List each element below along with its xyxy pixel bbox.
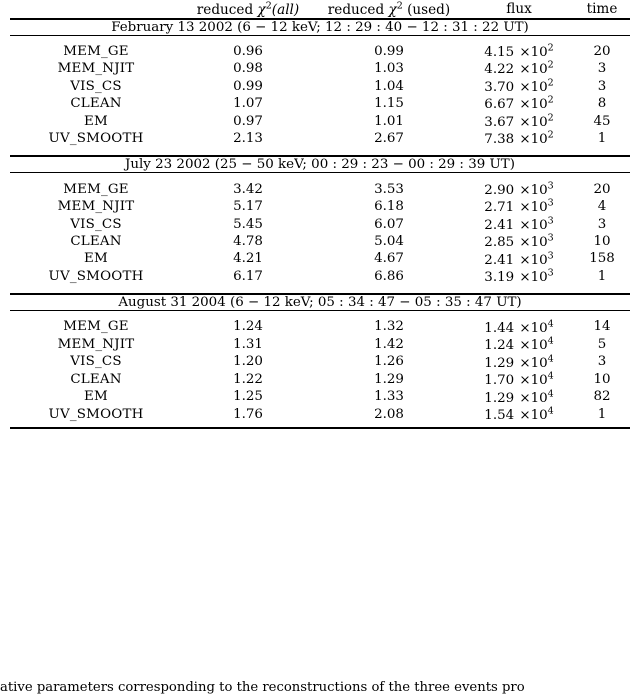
cell-reduced-chi2-used: 1.33 xyxy=(374,389,404,405)
table-row xyxy=(10,77,630,94)
cell-reduced-chi2-used: 1.03 xyxy=(374,61,404,77)
spacer xyxy=(10,311,630,318)
cell-reduced-chi2-used: 2.67 xyxy=(374,131,404,147)
table-section-title-row xyxy=(10,295,630,311)
cell-reduced-chi2-used: 1.26 xyxy=(374,354,404,370)
cell-reduced-chi2-used: 5.04 xyxy=(374,233,404,249)
cell-reduced-chi2-used: 1.42 xyxy=(374,336,404,352)
table-row xyxy=(10,112,630,129)
table-row xyxy=(10,371,630,388)
table-row xyxy=(10,268,630,285)
cell-flux: $1.44 \times 10^4$ xyxy=(484,318,554,336)
cell-flux: $1.29 \times 10^4$ xyxy=(484,388,554,406)
cell-reduced-chi2-all: 1.20 xyxy=(233,354,263,370)
cell-method-name: EM xyxy=(84,113,108,129)
cell-method-name: CLEAN xyxy=(70,233,122,249)
cell-flux: $6.67 \times 10^2$ xyxy=(484,94,554,113)
cell-reduced-chi2-used: 1.04 xyxy=(374,78,404,94)
cell-reduced-chi2-all: 1.22 xyxy=(233,371,263,387)
cell-reduced-chi2-all: 5.45 xyxy=(233,216,263,232)
cell-flux: $4.22 \times 10^2$ xyxy=(484,60,554,78)
cell-time: 10 xyxy=(593,371,611,387)
table-section-title-row xyxy=(10,157,630,173)
cell-reduced-chi2-all: 0.98 xyxy=(233,61,263,77)
cell-reduced-chi2-all: 4.78 xyxy=(233,233,263,249)
cell-time: 3 xyxy=(597,354,607,370)
spacer xyxy=(10,173,630,180)
table-rule-thick xyxy=(10,428,630,429)
cell-time: 1 xyxy=(597,268,607,284)
cell-reduced-chi2-used: 6.18 xyxy=(374,199,404,215)
cell-time: 1 xyxy=(597,131,607,147)
cell-method-name: MEM_GE xyxy=(63,319,129,335)
table-section-title-row xyxy=(10,20,630,36)
cell-method-name: MEM_GE xyxy=(63,181,129,197)
cell-reduced-chi2-used: 1.32 xyxy=(374,319,404,335)
cell-reduced-chi2-all: 3.42 xyxy=(233,181,263,197)
header-cell-reduced-chi2-all: reduced $\chi^2(all)$ xyxy=(196,0,300,18)
cell-reduced-chi2-used: 3.53 xyxy=(374,181,404,197)
cell-method-name: UV_SMOOTH xyxy=(48,131,144,147)
cell-method-name: VIS_CS xyxy=(70,354,122,370)
table-row xyxy=(10,318,630,335)
table-row xyxy=(10,353,630,370)
table-row xyxy=(10,60,630,77)
cell-method-name: EM xyxy=(84,251,108,267)
table-header-row xyxy=(10,0,630,18)
cell-reduced-chi2-all: 0.97 xyxy=(233,113,263,129)
table-row xyxy=(10,406,630,423)
cell-reduced-chi2-used: 1.15 xyxy=(374,96,404,112)
cell-reduced-chi2-used: 2.08 xyxy=(374,406,404,422)
cell-time: 82 xyxy=(593,389,611,405)
table-row xyxy=(10,180,630,197)
table-row xyxy=(10,43,630,60)
cell-method-name: VIS_CS xyxy=(70,78,122,94)
cell-reduced-chi2-all: 1.07 xyxy=(233,96,263,112)
cell-reduced-chi2-all: 1.25 xyxy=(233,389,263,405)
cell-reduced-chi2-all: 1.24 xyxy=(233,319,263,335)
table-row xyxy=(10,233,630,250)
cell-method-name: MEM_NJIT xyxy=(57,336,135,352)
results-table xyxy=(10,0,630,429)
cell-time: 3 xyxy=(597,61,607,77)
cell-reduced-chi2-used: 1.29 xyxy=(374,371,404,387)
cell-reduced-chi2-all: 2.13 xyxy=(233,131,263,147)
cell-reduced-chi2-all: 0.99 xyxy=(233,78,263,94)
spacer xyxy=(10,36,630,43)
cell-time: 4 xyxy=(597,199,607,215)
cell-time: 8 xyxy=(597,96,607,112)
header-cell-time: time xyxy=(586,0,618,17)
table-row xyxy=(10,250,630,267)
cell-flux: $2.41 \times 10^3$ xyxy=(484,250,554,268)
cell-reduced-chi2-all: 1.31 xyxy=(233,336,263,352)
cell-time: 158 xyxy=(589,251,615,267)
header-cell-flux: flux xyxy=(506,0,532,17)
table-row xyxy=(10,388,630,405)
cell-reduced-chi2-used: 1.01 xyxy=(374,113,404,129)
cell-reduced-chi2-used: 0.99 xyxy=(374,43,404,59)
cell-flux: $2.90 \times 10^3$ xyxy=(484,180,554,198)
cell-reduced-chi2-all: 1.76 xyxy=(233,406,263,422)
cell-method-name: VIS_CS xyxy=(70,216,122,232)
cell-flux: $4.15 \times 10^2$ xyxy=(484,42,554,60)
cell-reduced-chi2-all: 4.21 xyxy=(233,251,263,267)
cell-reduced-chi2-used: 6.86 xyxy=(374,268,404,284)
cell-method-name: CLEAN xyxy=(70,96,122,112)
cell-method-name: MEM_NJIT xyxy=(57,199,135,215)
table-row xyxy=(10,215,630,232)
cell-time: 20 xyxy=(593,43,611,59)
cell-reduced-chi2-all: 0.96 xyxy=(233,43,263,59)
cell-reduced-chi2-all: 5.17 xyxy=(233,199,263,215)
cell-flux: $3.70 \times 10^2$ xyxy=(484,77,554,95)
cell-time: 3 xyxy=(597,216,607,232)
figure-caption: ative parameters corresponding to the reconstructions of the three events pro xyxy=(0,680,525,695)
section-title: February 13 2002 (6 − 12 keV; 12 : 29 : 40 − 12 : 31 : 22 UT) xyxy=(111,19,529,35)
cell-method-name: UV_SMOOTH xyxy=(48,406,144,422)
cell-method-name: MEM_NJIT xyxy=(57,61,135,77)
cell-time: 3 xyxy=(597,78,607,94)
header-cell-reduced-chi2-used: reduced $\chi^2$ (used) xyxy=(327,0,451,18)
section-title: July 23 2002 (25 − 50 keV; 00 : 29 : 23 − 00 : 29 : 39 UT) xyxy=(125,157,515,173)
cell-method-name: UV_SMOOTH xyxy=(48,268,144,284)
table-row xyxy=(10,130,630,147)
cell-reduced-chi2-used: 4.67 xyxy=(374,251,404,267)
cell-time: 1 xyxy=(597,406,607,422)
cell-flux: $1.24 \times 10^4$ xyxy=(484,335,554,354)
cell-method-name: MEM_GE xyxy=(63,43,129,59)
cell-flux: $3.67 \times 10^2$ xyxy=(484,112,554,130)
table-row xyxy=(10,198,630,215)
cell-flux: $1.29 \times 10^4$ xyxy=(484,353,554,371)
cell-reduced-chi2-all: 6.17 xyxy=(233,268,263,284)
cell-time: 14 xyxy=(593,319,611,335)
cell-time: 10 xyxy=(593,233,611,249)
table-row xyxy=(10,95,630,112)
cell-time: 45 xyxy=(593,113,611,129)
cell-flux: $1.70 \times 10^4$ xyxy=(484,370,554,389)
cell-flux: $7.38 \times 10^2$ xyxy=(484,129,554,148)
cell-reduced-chi2-used: 6.07 xyxy=(374,216,404,232)
cell-time: 20 xyxy=(593,181,611,197)
cell-flux: $1.54 \times 10^4$ xyxy=(484,405,554,423)
section-title: August 31 2004 (6 − 12 keV; 05 : 34 : 47 − 05 : 35 : 47 UT) xyxy=(118,295,522,311)
table-row xyxy=(10,336,630,353)
cell-flux: $2.85 \times 10^3$ xyxy=(484,232,554,251)
cell-flux: $2.71 \times 10^3$ xyxy=(484,197,554,216)
cell-flux: $3.19 \times 10^3$ xyxy=(484,267,554,286)
cell-flux: $2.41 \times 10^3$ xyxy=(484,215,554,233)
cell-time: 5 xyxy=(597,336,607,352)
header-cell-blank xyxy=(10,0,182,18)
cell-method-name: EM xyxy=(84,389,108,405)
cell-method-name: CLEAN xyxy=(70,371,122,387)
